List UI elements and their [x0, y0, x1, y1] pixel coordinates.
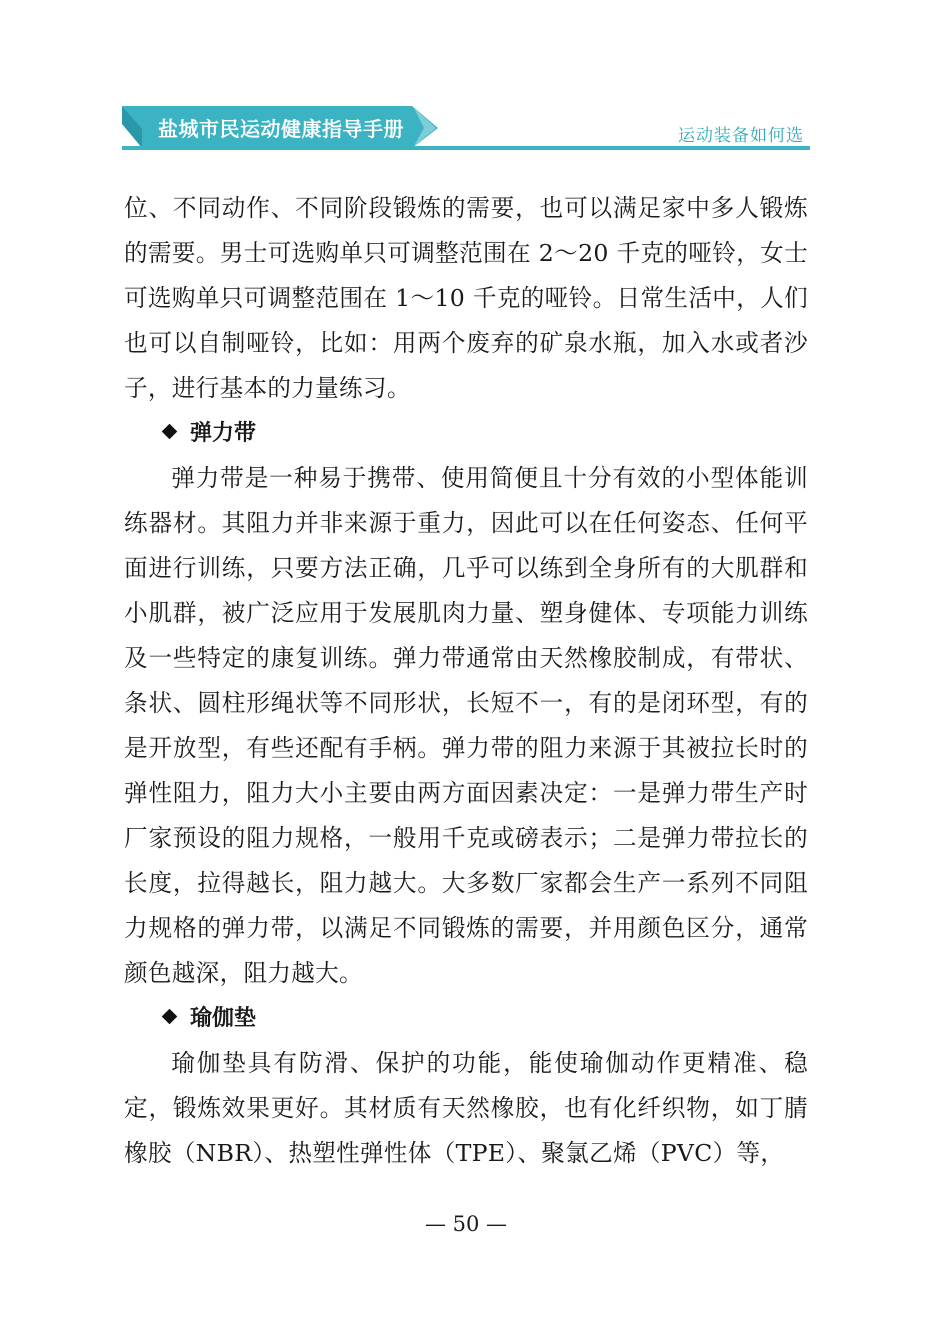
header-divider — [122, 146, 810, 150]
section-heading-text: 弹力带 — [190, 421, 257, 446]
page-header — [122, 106, 810, 152]
header-banner — [122, 106, 438, 148]
section-heading-yoga-mat — [124, 996, 808, 1041]
resistance-band-paragraph: 弹力带是一种易于携带、使用简便且十分有效的小型体能训练器材。其阻力并非来源于重力，因此可以在任何姿态、任何平面进行训练，只要方法正确，几乎可以练到全身所有的大肌群和小肌群，被广泛应用于发展肌肉力量、塑身健体、专项能力训练及一些特定的康复训练。弹力带通常由天然橡胶制成，有带状、条状、圆柱形绳状等不同形状，长短不一，有的是闭环型，有的是开放型，有些还配有手柄。弹力带的阻力来源于其被拉长时的弹性阻力，阻力大小主要由两方面因素决定：一是弹力带生产时厂家预设的阻力规格，一般用千克或磅表示；二是弹力带拉长的长度，拉得越长，阻力越大。大多数厂家都会生产一系列不同阻力规格的弹力带，以满足不同锻炼的需要，并用颜色区分，通常颜色越深，阻力越大。 — [124, 464, 808, 987]
page-number: — 50 — — [424, 1212, 508, 1236]
section-heading-text: 瑜伽垫 — [190, 1006, 257, 1031]
handbook-title: 盐城市民运动健康指导手册 — [158, 117, 404, 141]
diamond-bullet-icon — [162, 1009, 178, 1025]
section-heading-resistance-band — [124, 411, 808, 456]
chapter-title: 运动装备如何选 — [678, 126, 804, 146]
yoga-mat-paragraph: 瑜伽垫具有防滑、保护的功能，能使瑜伽动作更精准、稳定，锻炼效果更好。其材质有天然橡胶，也有化纤织物，如丁腈橡胶（NBR）、热塑性弹性体（TPE）、聚氯乙烯（PVC）等， — [124, 1049, 808, 1167]
intro-paragraph: 位、不同动作、不同阶段锻炼的需要，也可以满足家中多人锻炼的需要。男士可选购单只可调整范围在 2～20 千克的哑铃，女士可选购单只可调整范围在 1～10 千克的哑铃。日常生活中，人们也可以自制哑铃，比如：用两个废弃的矿泉水瓶，加入水或者沙子，进行基本的力量练习。 — [124, 194, 808, 402]
page-body — [124, 186, 808, 1176]
diamond-bullet-icon — [162, 424, 178, 440]
